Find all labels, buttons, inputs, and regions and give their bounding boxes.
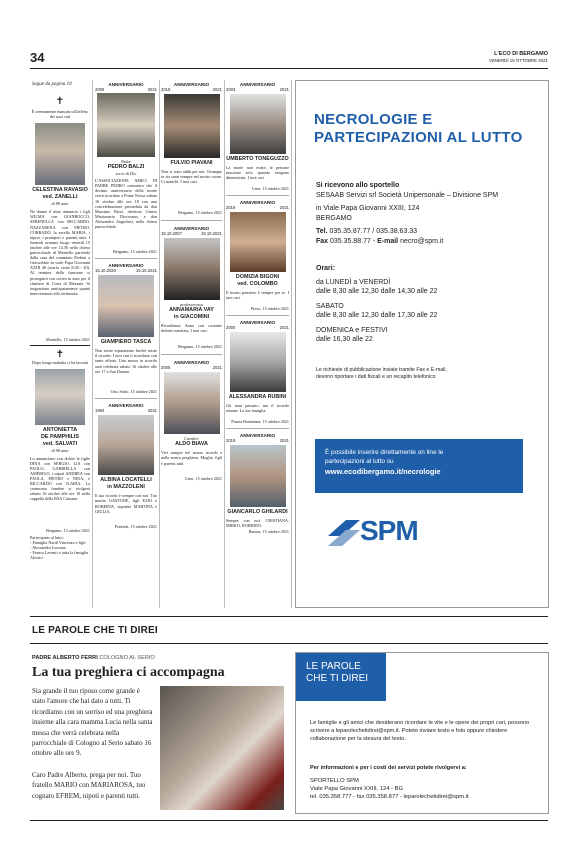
online-text-2: partecipazioni al lutto su xyxy=(325,457,394,465)
portrait-photo xyxy=(164,238,220,300)
year-end: 2021 xyxy=(147,87,157,92)
notice-body: La morte non esiste, le persone muoiono solo quando vengono dimenticate. I tuoi cari. xyxy=(226,165,289,181)
note-line: Le richieste di pubblicazione inviate tramite Fax e E-mail, xyxy=(316,366,447,373)
deceased-name-3: ved. SALVATI xyxy=(42,441,78,448)
anniversary-label: ANNIVERSARIO xyxy=(239,200,276,206)
necrologie-ad-box xyxy=(295,80,549,608)
years xyxy=(226,205,289,210)
notice-body: Gli anni passano, ma il ricordo rimane. La tua famiglia. xyxy=(226,403,289,414)
section-top-rule xyxy=(30,616,548,617)
paper-date: VENERDÌ 15 OTTOBRE 2021 xyxy=(489,58,548,63)
column-4 xyxy=(226,82,289,534)
deceased-name-2: DE PAMPHILIS xyxy=(41,434,79,441)
orari-line: dalle 8,30 alle 12,30 dalle 14,30 alle 22 xyxy=(316,288,438,295)
deceased-age: di 98 anni xyxy=(51,448,69,454)
anniversary-label: ANNIVERSARIO xyxy=(239,433,276,439)
year-end: 2021 xyxy=(279,325,289,331)
participant: - Alessandra Lussana xyxy=(30,544,66,550)
article-headline: La tua preghiera ci accompagna xyxy=(32,665,225,680)
orari-line: DOMENICA e FESTIVI xyxy=(316,326,388,334)
years xyxy=(226,325,289,330)
bottom-rule xyxy=(30,820,548,821)
notice-body: Vivi sempre nel nostro ricordo e nella nostra preghiera. Moglie, figli e parenti tutti. xyxy=(161,450,222,466)
divider xyxy=(226,315,289,316)
year-start: 2003 xyxy=(226,87,236,92)
portrait-photo xyxy=(230,94,286,154)
deceased-name: ALESSANDRA RUBINI xyxy=(228,394,287,401)
anniversary-label: ANNIVERSARIO xyxy=(108,263,144,269)
portrait-photo xyxy=(230,212,286,272)
deceased-name-2: ved. COLOMBO xyxy=(237,281,278,288)
years xyxy=(226,87,289,92)
year-start: 2019 xyxy=(226,438,236,444)
portrait-photo xyxy=(164,94,220,158)
deceased-name: ANTONIETTA xyxy=(42,427,78,434)
deceased-age: di 88 anni xyxy=(51,201,69,207)
col-divider-3 xyxy=(224,80,225,608)
notice-body: Ricordiamo Anna con costante dolente mestizia. I tuoi cari. xyxy=(161,323,222,334)
fax-label: Fax xyxy=(316,237,329,245)
notice-date: Bergamo, 15 ottobre 2021 xyxy=(113,249,157,255)
paper-name: L'ECO DI BERGAMO xyxy=(494,51,548,57)
anniversary-label: ANNIVERSARIO xyxy=(173,82,210,87)
years xyxy=(161,365,222,370)
year-end: 2021 xyxy=(279,87,289,92)
online-url[interactable]: www.ecodibergamo.it/necrologie xyxy=(325,467,441,476)
divider xyxy=(161,220,222,221)
years xyxy=(161,87,222,92)
header-rule xyxy=(30,68,548,69)
anniversary-label: ANNIVERSARIO xyxy=(108,82,144,87)
online-banner[interactable] xyxy=(315,439,523,493)
notice-date: Bergamo, 13 ottobre 2021 xyxy=(46,527,90,533)
note-line: devono riportare i dati fiscali e un recapito telefonico xyxy=(316,373,436,380)
year-end: 15.10.2021 xyxy=(201,231,222,237)
column-3 xyxy=(161,82,222,481)
parole-info-box xyxy=(295,652,549,814)
notice-body: Sempre con noi. CRISTIANA, MIRKO, ROBERTO. xyxy=(226,518,289,529)
title-prefix: professoressa xyxy=(180,302,203,308)
col-divider-4 xyxy=(291,80,292,608)
byline xyxy=(32,655,155,661)
divider xyxy=(95,398,157,399)
deceased-name: PEDRO BALZI xyxy=(107,164,145,171)
notice-body: Il nostro pensiero è sempre per te. I tuoi cari. xyxy=(226,290,289,301)
year-end: 2021 xyxy=(212,87,222,92)
byline-place: COLOGNO AL SERIO xyxy=(99,655,155,661)
years xyxy=(95,408,157,413)
notice-body: Ne danno il triste annuncio i figli WILMA con GIANROCCO, SERENELLA con RICCARDO, NAZZARENA con PIETRO, CORRADO, la sorella MARIA, i nipoti, i pronipoti e parenti tutti. I funerali avranno luogo venerdì 15 ottobre alle ore 14,30 nella chiesa parrocchiale di Montello partendo dalla casa del commiato Pedrini a Grassobbio in viale Papa Giovanni XXIII 40 (orario visite 8,30 - 20). Al termine della funzione si proseguirà con corteo in auto per il cimitero di Costa di Mezzate. Si ringraziano anticipatamente quanti interverranno alla cerimonia. xyxy=(30,209,90,296)
receive-label: Si ricevono allo sportello xyxy=(316,182,400,189)
orari-line: da LUNEDÌ a VENERDÌ xyxy=(316,278,391,286)
year-end: 2021 xyxy=(147,408,157,414)
orari-label: Orari: xyxy=(316,265,336,272)
portrait-photo xyxy=(230,445,286,507)
year-start: 2009 xyxy=(95,87,105,92)
portrait-photo xyxy=(230,332,286,392)
deceased-name: GIAMPIERO TASCA xyxy=(100,339,152,346)
notice-date: Pievo, 15 ottobre 2021 xyxy=(250,306,289,312)
spm-logo-icon xyxy=(324,516,364,550)
column-1 xyxy=(30,96,90,560)
notice-body: L'ASSOCIAZIONE AMICI DI PADRE PEDRO comunica che il decimo anniversario della morte verrà ricordato a Ponte Nossa sabato 16 ottobre alle ore 18 con una concelebrazione presieduta da don Massimo Rizzi, direttore Centro Missionario Diocesano, e don Alessandro Angioletti, nella chiesa parrocchiale. xyxy=(95,178,157,230)
year-end: 2021 xyxy=(279,205,289,211)
year-end: 2021 xyxy=(279,438,289,444)
divider xyxy=(95,258,157,259)
city: BERGAMO xyxy=(316,214,352,222)
orari-line: dalle 8,30 alle 12,30 dalle 17,30 alle 22 xyxy=(316,312,438,319)
phone-line xyxy=(316,227,541,237)
col-divider-2 xyxy=(159,80,160,608)
year-end: 15.10.2021 xyxy=(136,268,157,274)
byline-name: PADRE ALBERTO FERRI xyxy=(32,655,98,661)
year-start: 2018 xyxy=(161,87,171,92)
deceased-name: UMBERTO TONEGUZZO xyxy=(226,156,289,162)
notice-date: Osio Sotto, 15 ottobre 2021 xyxy=(110,389,157,395)
notice-body: Non esiste separazione finché esiste il ricordo. I tuoi cari ti ricordano con tanto affetto. Una messa in ricordo sarà celebrata sabato 16 ottobre alle ore 17 a San Donato. xyxy=(95,348,157,374)
years xyxy=(226,438,289,443)
divider xyxy=(30,345,90,346)
notice-intro: Dopo lunga malattia ci ha lasciati xyxy=(31,360,89,366)
participant: - Franca Levanti e tutta la famiglia Alessio xyxy=(30,549,89,561)
participant: - Famiglia Nardi Vincenzo e figli xyxy=(30,539,86,545)
article-body-2: Caro Padre Alberto, prega per noi. Tuo fratello MARIO con MARIAROSA, tuo cognato EFREM, nipoti e parenti tutti. xyxy=(32,771,146,800)
orari-line: dalle 16,30 alle 22 xyxy=(316,336,373,343)
notice-date: Piazza Brembana, 15 ottobre 2021 xyxy=(231,419,289,425)
portrait-photo xyxy=(164,372,220,434)
years xyxy=(95,268,157,273)
company-name: SESAAB Servizi srl Società Unipersonale – Divisione SPM xyxy=(316,191,499,199)
notice-date: Ponteda, 15 ottobre 2021 xyxy=(114,524,157,530)
col-divider-1 xyxy=(92,80,93,608)
portrait-photo xyxy=(35,123,85,185)
fax-line: Fax 035.35.88.77 - E-mail necro@spm.it xyxy=(316,237,444,245)
year-start: 2019 xyxy=(226,205,236,211)
parole-box-title-2: CHE TI DIREI xyxy=(306,673,369,684)
participants-title: Partecipano al lutto: xyxy=(30,534,64,540)
subtitle: servo di Dio xyxy=(115,171,137,177)
deceased-name: ALBINA LOCATELLI xyxy=(100,477,152,484)
spm-logo-text: SPM xyxy=(360,515,418,546)
info-line[interactable]: tel. 035.358.777 - fax 035.358.877 - leparolechetidirei@spm.it xyxy=(310,794,469,800)
section-title: LE PAROLE CHE TI DIREI xyxy=(32,625,158,636)
year-start: 15.10.2020 xyxy=(95,268,116,274)
email-link[interactable]: necro@spm.it xyxy=(400,237,444,245)
deceased-name: ANNAMARIA VAY xyxy=(169,307,214,314)
spm-logo xyxy=(324,513,434,553)
deceased-name: GIANCARLO GHILARDI xyxy=(227,509,288,516)
anniversary-label: ANNIVERSARIO xyxy=(173,360,210,366)
email-label: E-mail xyxy=(377,237,399,245)
parole-box-text: Le famiglie e gli amici che desiderano ricordare le vite e le opere dei propri cari, possono scrivere a leparolechetidirei@spm.it. Potete inviare testo e foto oppure chiedere collaborazione per la stesura del testo. xyxy=(310,720,530,742)
deceased-name: ALDO BIAVA xyxy=(175,441,208,448)
portrait-photo xyxy=(98,275,154,337)
notice-date: Bergamo, 15 ottobre 2021 xyxy=(178,344,222,350)
deceased-name-2: in MAZZOLENI xyxy=(107,484,145,491)
parole-box-header xyxy=(296,653,386,701)
deceased-name-2: ved. ZANELLI xyxy=(42,194,78,201)
deceased-name: CELESTINA RAVASIO xyxy=(32,187,88,194)
info-line: Viale Papa Giovanni XXIII, 124 - BG xyxy=(310,786,404,792)
deceased-name: DOMIZIA BIGONI xyxy=(235,274,280,281)
portrait-photo xyxy=(97,93,155,157)
info-line: SPORTELLO SPM xyxy=(310,778,359,784)
years xyxy=(161,231,222,236)
notice-date: Cene, 15 ottobre 2021 xyxy=(184,476,222,482)
contact-block xyxy=(316,181,541,381)
divider xyxy=(226,428,289,429)
notice-intro: È serenamente mancato all'affetto dei suoi cari xyxy=(31,109,89,120)
fax-number: 035.35.88.77 xyxy=(330,237,371,245)
notice-body: Non ci sono addii per noi. Ovunque tu sia sarai sempre nel nostro cuore. Ci manchi. I tuoi cari. xyxy=(161,169,222,185)
article-body: Sia grande il tuo riposo come grande è stato l'amore che hai dato a tutti. Ti ricordiamo con un sorriso ed una preghiera insieme alla cara mamma Lucia nella santa messa che verrà celebrata nella parrocchiale di Cologno al Serio sabato 16 ottobre alle ore 9. xyxy=(32,687,153,758)
year-start: 2005 xyxy=(161,365,171,371)
notice-date: Ranica, 15 ottobre 2021 xyxy=(248,529,289,535)
continuation-note: Segue da pagina 10 xyxy=(32,82,72,87)
street-address: in Viale Papa Giovanni XXIII, 124 xyxy=(316,205,420,212)
anniversary-label: ANNIVERSARIO xyxy=(239,320,276,326)
cross-icon: ✝ xyxy=(55,96,65,107)
parole-info-contacts xyxy=(310,777,535,801)
notice-date: Cene, 15 ottobre 2021 xyxy=(251,186,289,191)
column-2 xyxy=(95,82,157,529)
parole-info-title: Per informazioni e per i costi dei servizi potete rivolgervi a: xyxy=(310,765,467,771)
title-prefix: Padre xyxy=(121,159,131,164)
phone-number[interactable]: 035.35.87.77 / 035.38.63.33 xyxy=(329,228,418,235)
anniversary-label: ANNIVERSARIO xyxy=(239,82,276,87)
title-prefix: Cavalier xyxy=(184,436,199,442)
notice-date: Montello, 15 ottobre 2021 xyxy=(46,337,90,343)
parole-box-title: LE PAROLE xyxy=(306,661,361,672)
year-end: 2021 xyxy=(212,365,222,371)
phone-label: Tel. xyxy=(316,228,328,235)
deceased-name-2: in GIACOMINI xyxy=(173,314,210,321)
online-text: È possibile inserire direttamente on line le xyxy=(325,449,444,456)
ad-title-2: PARTECIPAZIONI AL LUTTO xyxy=(314,129,523,146)
year-start: 1994 xyxy=(95,408,105,414)
orari-line: SABATO xyxy=(316,302,344,310)
notice-date: Bergamo, 15 ottobre 2021 xyxy=(178,210,222,215)
portrait-photo xyxy=(35,369,85,425)
section-rule xyxy=(30,643,548,644)
ad-title: NECROLOGIE E xyxy=(314,111,433,128)
anniversary-label: ANNIVERSARIO xyxy=(173,226,210,232)
year-start: 2000 xyxy=(226,325,236,331)
deceased-name: FULVIO PIAVANI xyxy=(170,160,213,166)
year-start: 15.10.2007 xyxy=(161,231,182,237)
notice-body: Il tuo ricordo è sempre con noi. Tuo marito GASTONE, figli EZIO e ROBERTA, nipotine MARTINA e GIULIA. xyxy=(95,493,157,514)
years xyxy=(95,87,157,92)
anniversary-label: ANNIVERSARIO xyxy=(108,403,144,409)
divider xyxy=(226,195,289,196)
portrait-photo xyxy=(98,415,154,475)
article-photo xyxy=(160,686,284,810)
divider xyxy=(161,354,222,355)
page-number: 34 xyxy=(30,50,45,65)
notice-body: Lo annunciano con dolore le figlie DINA con SERGIO, LIA con PAOLO, GABRIELLA con AMERIGO, i nipoti ANDREA con PAOLA, PIETRO e NINA, e RICCARDO con ILARIA. La cerimonia funebre si svolgerà sabato 16 ottobre alle ore 10 nella cappella della RSA Carisma. xyxy=(30,455,90,502)
cross-icon: ✝ xyxy=(55,349,65,361)
